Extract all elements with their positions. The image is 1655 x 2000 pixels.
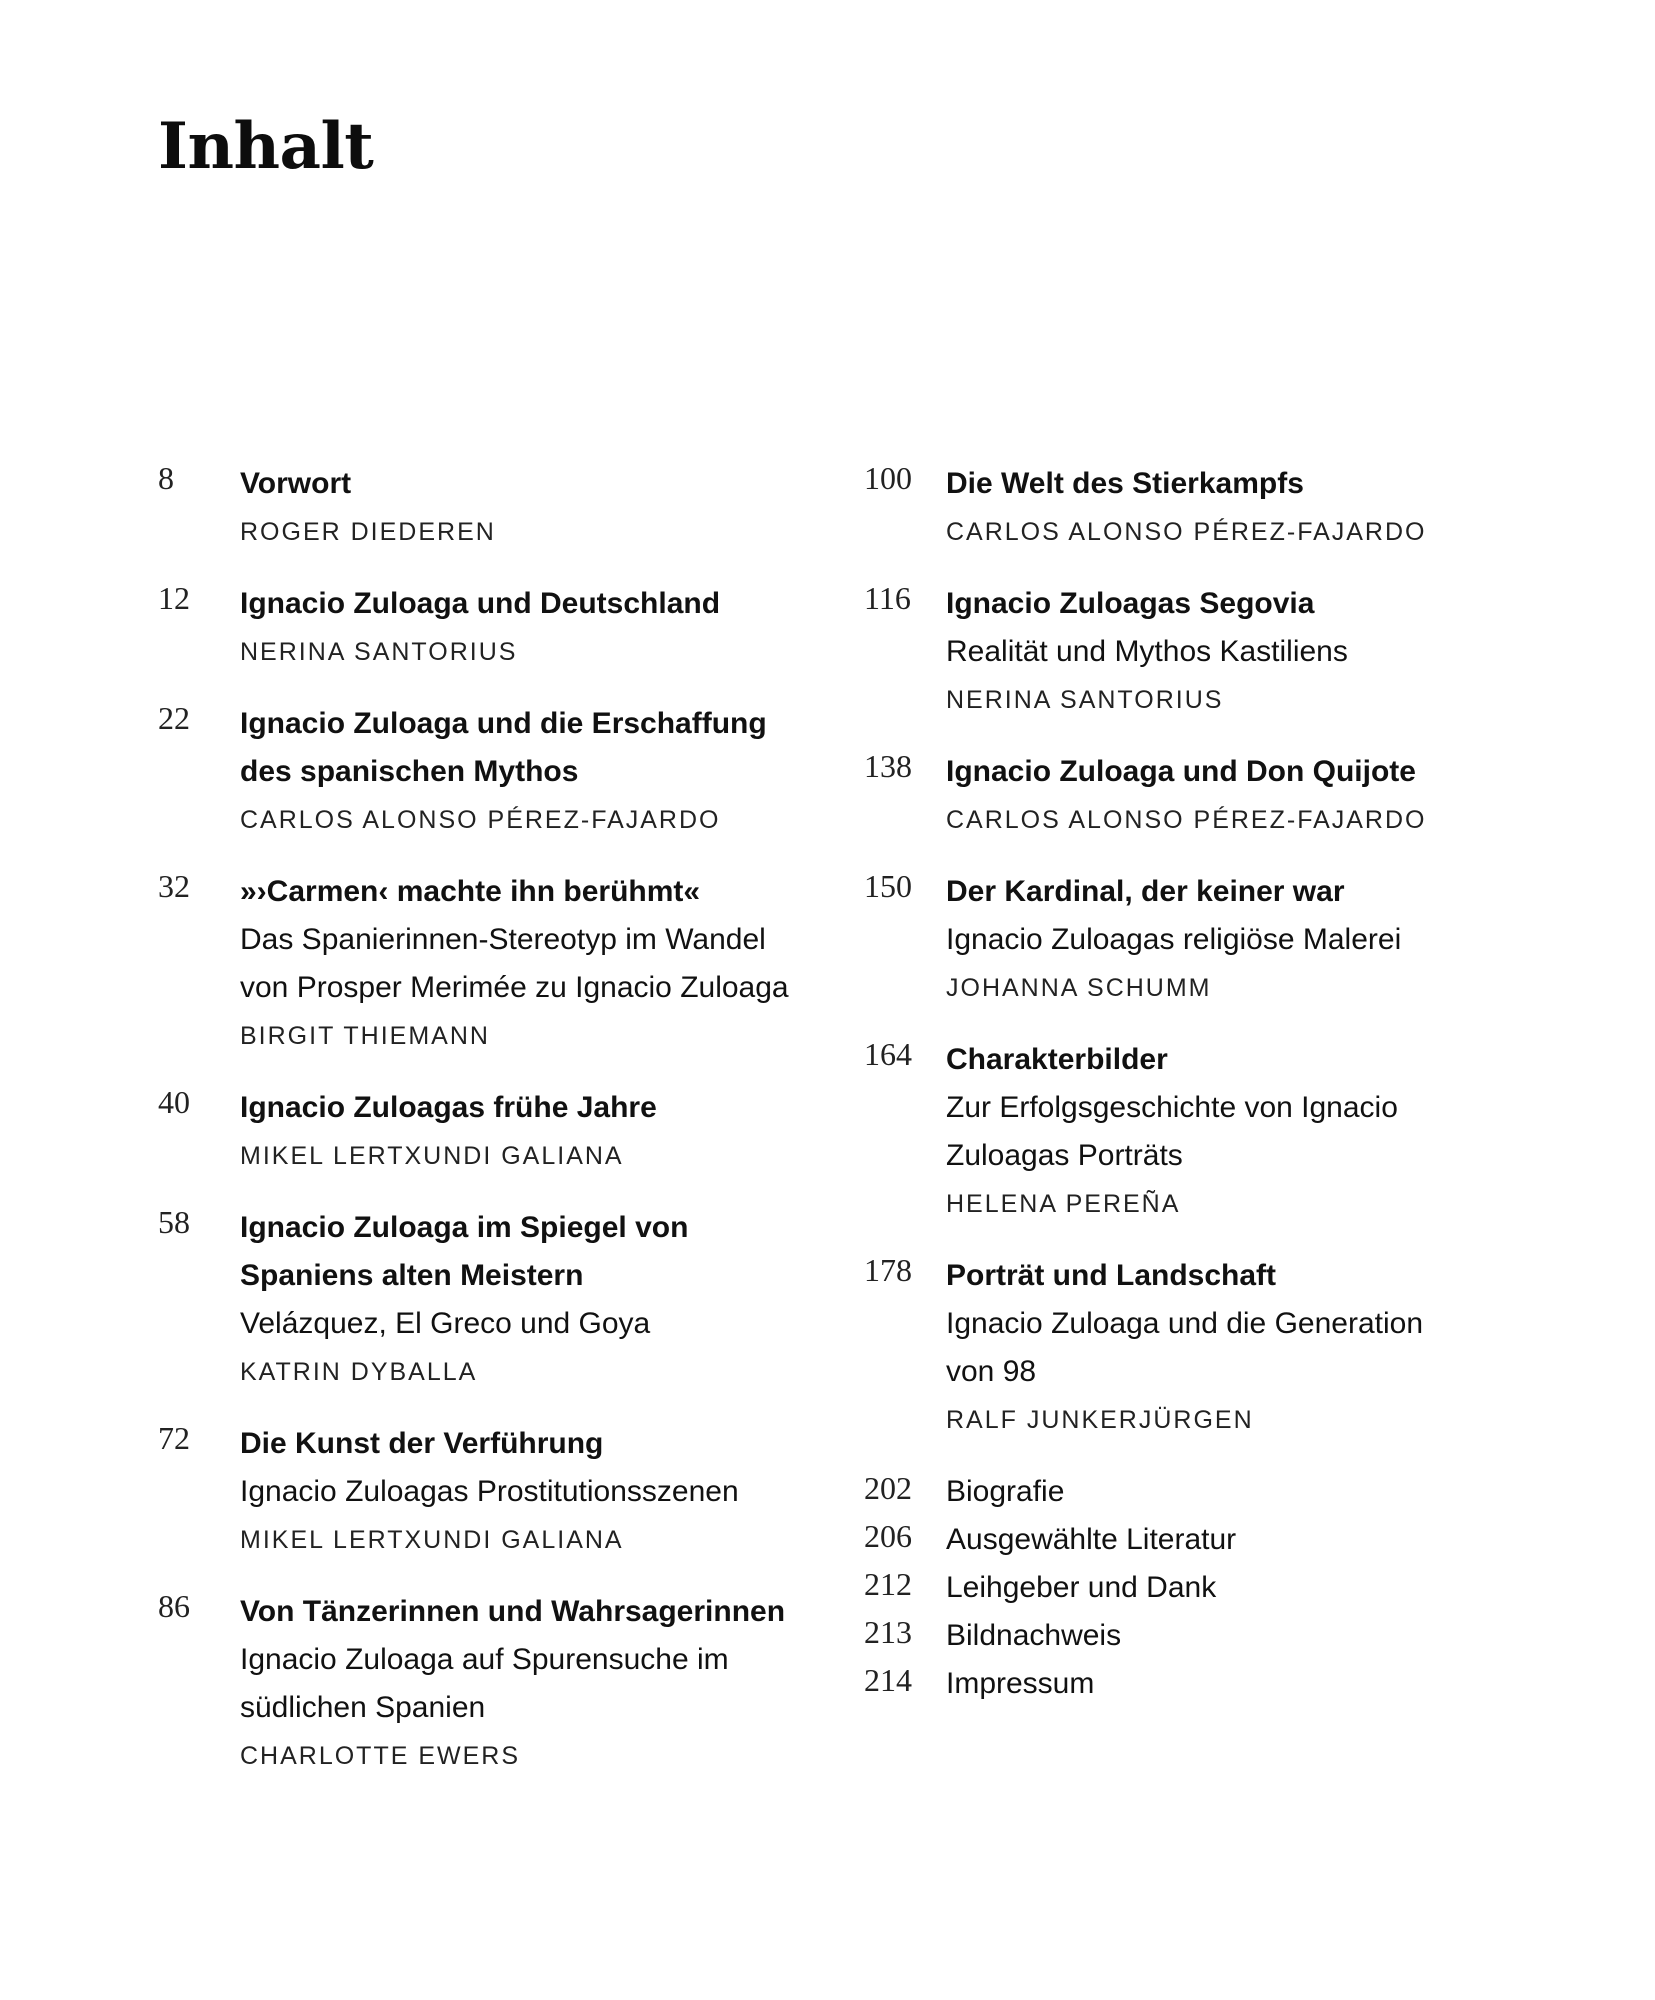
page-number: 150 — [864, 868, 912, 904]
entry-author: CARLOS ALONSO PÉREZ-FAJARDO — [946, 806, 1427, 834]
page-number: 40 — [158, 1084, 190, 1120]
toc-entry — [864, 1252, 1504, 1444]
entry-body — [946, 1564, 1504, 1612]
page-number: 58 — [158, 1204, 190, 1240]
entry-title: Charakterbilder — [946, 1043, 1168, 1076]
page-number: 72 — [158, 1420, 190, 1456]
entry-subtitle: Das Spanierinnen-Stereotyp im Wandel — [240, 923, 766, 956]
appendix-label: Bildnachweis — [946, 1619, 1122, 1652]
toc-appendix — [864, 1468, 1504, 1708]
entry-body — [240, 460, 838, 556]
toc-entry — [864, 460, 1504, 556]
appendix-label: Biografie — [946, 1475, 1065, 1508]
page-number: 32 — [158, 868, 190, 904]
entry-author: ROGER DIEDEREN — [240, 518, 496, 546]
entry-title: Die Welt des Stierkampfs — [946, 467, 1304, 500]
entry-body — [946, 1660, 1504, 1708]
toc-entry — [864, 1036, 1504, 1228]
entry-subtitle: Velázquez, El Greco und Goya — [240, 1307, 651, 1340]
page-number: 206 — [864, 1518, 912, 1554]
toc-entry — [864, 868, 1504, 1012]
page-number: 214 — [864, 1662, 912, 1698]
page-number: 116 — [864, 580, 911, 616]
entry-subtitle: Zuloagas Porträts — [946, 1139, 1183, 1172]
entry-body — [240, 1420, 838, 1564]
appendix-label: Impressum — [946, 1667, 1095, 1700]
page-number: 138 — [864, 748, 912, 784]
page-number: 202 — [864, 1470, 912, 1506]
entry-body — [946, 1468, 1504, 1516]
toc-entry — [158, 580, 838, 676]
appendix-entry — [864, 1612, 1504, 1660]
page-number: 12 — [158, 580, 190, 616]
entry-author: MIKEL LERTXUNDI GALIANA — [240, 1142, 624, 1170]
entry-author: NERINA SANTORIUS — [946, 686, 1224, 714]
entry-title: Von Tänzerinnen und Wahrsagerinnen — [240, 1595, 786, 1628]
entry-title: Ignacio Zuloaga im Spiegel von — [240, 1211, 689, 1244]
toc-entry — [158, 1588, 838, 1780]
entry-title: Porträt und Landschaft — [946, 1259, 1277, 1292]
appendix-entry — [864, 1660, 1504, 1708]
entry-title: Ignacio Zuloagas Segovia — [946, 587, 1315, 620]
entry-author: CARLOS ALONSO PÉREZ-FAJARDO — [946, 518, 1427, 546]
entry-title: »›Carmen‹ machte ihn berühmt« — [240, 875, 701, 908]
entry-body — [946, 1252, 1504, 1444]
page-number: 178 — [864, 1252, 912, 1288]
entry-body — [946, 1036, 1504, 1228]
entry-author: JOHANNA SCHUMM — [946, 974, 1212, 1002]
entry-title: Ignacio Zuloaga und die Erschaffung — [240, 707, 767, 740]
toc-entry — [158, 868, 838, 1060]
page-number: 164 — [864, 1036, 912, 1072]
entry-title: Die Kunst der Verführung — [240, 1427, 604, 1460]
entry-author: HELENA PEREÑA — [946, 1190, 1181, 1218]
entry-subtitle: von Prosper Merimée zu Ignacio Zuloaga — [240, 971, 789, 1004]
entry-author: KATRIN DYBALLA — [240, 1358, 478, 1386]
page-title: Inhalt — [158, 109, 374, 184]
entry-title: Spaniens alten Meistern — [240, 1259, 584, 1292]
page-number: 212 — [864, 1566, 912, 1602]
entry-title: Der Kardinal, der keiner war — [946, 875, 1345, 908]
entry-subtitle: Ignacio Zuloaga und die Generation — [946, 1307, 1424, 1340]
toc-column-right — [864, 460, 1504, 1708]
entry-title: Ignacio Zuloagas frühe Jahre — [240, 1091, 657, 1124]
entry-author: RALF JUNKERJÜRGEN — [946, 1406, 1254, 1434]
entry-body — [240, 1588, 838, 1780]
entry-body — [240, 1084, 838, 1180]
toc-entry — [158, 700, 838, 844]
entry-subtitle: südlichen Spanien — [240, 1691, 486, 1724]
toc-column-left — [158, 460, 838, 1804]
entry-body — [946, 748, 1504, 844]
entry-author: CHARLOTTE EWERS — [240, 1742, 521, 1770]
entry-title: Ignacio Zuloaga und Don Quijote — [946, 755, 1416, 788]
page-number: 8 — [158, 460, 174, 496]
toc-entry — [158, 460, 838, 556]
page-number: 22 — [158, 700, 190, 736]
entry-subtitle: von 98 — [946, 1355, 1037, 1388]
entry-author: NERINA SANTORIUS — [240, 638, 518, 666]
entry-author: BIRGIT THIEMANN — [240, 1022, 490, 1050]
entry-subtitle: Ignacio Zuloagas religiöse Malerei — [946, 923, 1402, 956]
toc-entry — [864, 748, 1504, 844]
entry-subtitle: Zur Erfolgsgeschichte von Ignacio — [946, 1091, 1398, 1124]
entry-body — [240, 700, 838, 844]
page-number: 213 — [864, 1614, 912, 1650]
toc-entry — [158, 1084, 838, 1180]
toc-entry — [158, 1420, 838, 1564]
toc-entry — [158, 1204, 838, 1396]
appendix-entry — [864, 1468, 1504, 1516]
entry-subtitle: Ignacio Zuloagas Prostitutionsszenen — [240, 1475, 739, 1508]
entry-body — [946, 1612, 1504, 1660]
entry-body — [946, 1516, 1504, 1564]
appendix-entry — [864, 1516, 1504, 1564]
entry-body — [240, 868, 838, 1060]
entry-body — [946, 580, 1504, 724]
page-number: 100 — [864, 460, 912, 496]
entry-body — [240, 1204, 838, 1396]
entry-title: des spanischen Mythos — [240, 755, 579, 788]
entry-author: MIKEL LERTXUNDI GALIANA — [240, 1526, 624, 1554]
entry-subtitle: Ignacio Zuloaga auf Spurensuche im — [240, 1643, 729, 1676]
entry-body — [946, 868, 1504, 1012]
entry-title: Vorwort — [240, 467, 352, 500]
entry-body — [946, 460, 1504, 556]
toc-entry — [864, 580, 1504, 724]
entry-author: CARLOS ALONSO PÉREZ-FAJARDO — [240, 806, 721, 834]
appendix-entry — [864, 1564, 1504, 1612]
page-number: 86 — [158, 1588, 190, 1624]
entry-title: Ignacio Zuloaga und Deutschland — [240, 587, 721, 620]
entry-subtitle: Realität und Mythos Kastiliens — [946, 635, 1348, 668]
appendix-label: Leihgeber und Dank — [946, 1571, 1217, 1604]
entry-body — [240, 580, 838, 676]
appendix-label: Ausgewählte Literatur — [946, 1523, 1237, 1556]
